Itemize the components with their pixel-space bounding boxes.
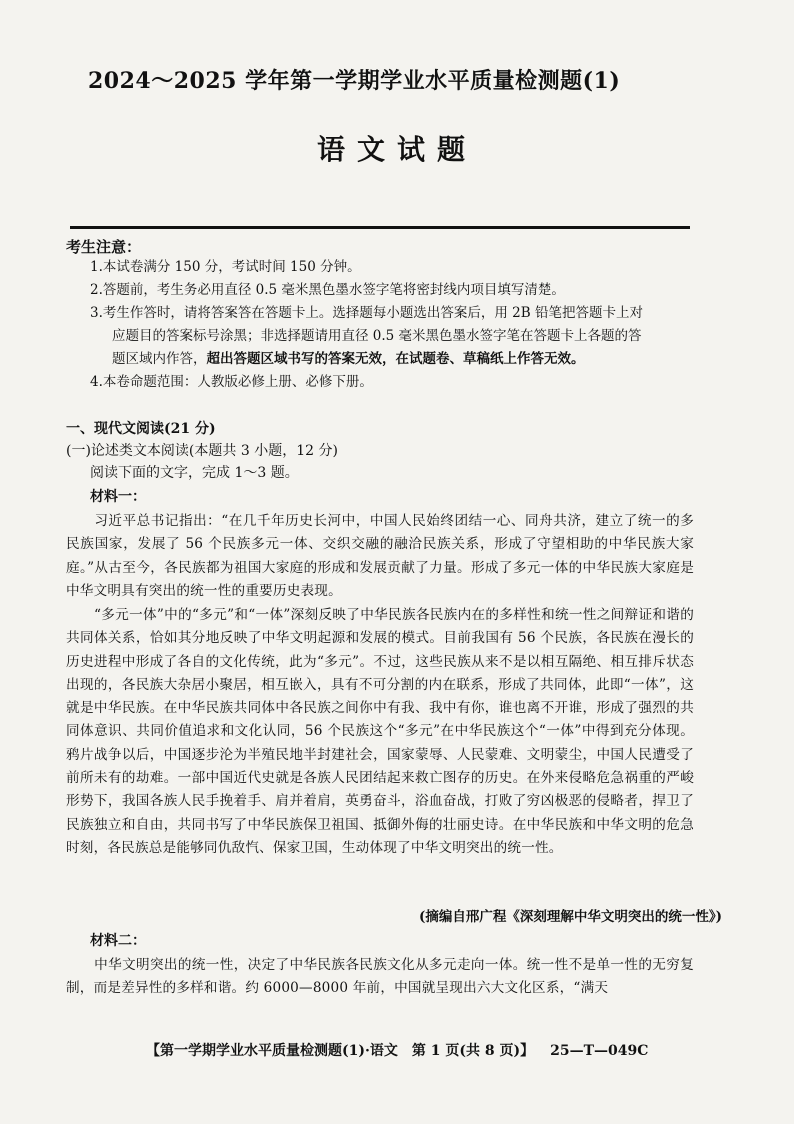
notice-item: 3.考生作答时，请将答案答在答题卡上。选择题每小题选出答案后，用 2B 铅笔把答题卡上对	[90, 305, 643, 321]
exam-title: 2024～2025 学年第一学期学业水平质量检测题(1)	[88, 68, 621, 94]
paragraph-text: “多元一体”中的“多元”和“一体”深刻反映了中华民族各民族内在的多样性和统一性之间辩证和谐的共同体关系，恰如其分地反映了中华文明起源和发展的模式。目前我国有 56 个民族，各民族在漫长的历史进程中形成了各自的文化传统，此为“多元”。不过，这些民族从来不是以相互隔绝、相互排斥状态出现的，各民族大杂居小聚居，相互嵌入，具有不可分割的内在联系，形成了共同体，此即“一体”，这就是中华民族。在中华民族共同体中各民族之间你中有我、我中有你，谁也离不开谁，形成了强烈的共同体意识、共同价值追求和文化认同，56 个民族这个“多元”在中华民族这个“一体”中得到充分体现。鸦片战争以后，中国逐步沦为半殖民地半封建社会，国家蒙辱、人民蒙难、文明蒙尘，中国人民遭受了前所未有的劫难。一部中国近代史就是各族人民团结起来救亡图存的历史。在外来侵略危急祸重的严峻形势下，我国各族人民手挽着手、肩并着肩，英勇奋斗，浴血奋战，打败了穷凶极恶的侵略者，捍卫了民族独立和自由，共同书写了中华民族保卫祖国、抵御外侮的壮丽史诗。在中华民族和中华文明的危急时刻，各民族总是能够同仇敌忾、保家卫国，生动体现了中华文明突出的统一性。	[66, 607, 694, 856]
notice-list	[90, 256, 702, 394]
material-two-label: 材料二：	[90, 933, 146, 949]
page-footer	[146, 1040, 648, 1060]
paragraph-text: 中华文明突出的统一性，决定了中华民族各民族文化从多元走向一体。统一性不是单一性的无穷复制，而是差异性的多样和谐。约 6000—8000 年前，中国就呈现出六大文化区系，“满天	[66, 957, 694, 997]
footer-text: 【第一学期学业水平质量检测题(1)·语文 第 1 页(共 8 页)】	[146, 1043, 535, 1059]
sub-heading: (一)论述类文本阅读(本题共 3 小题，12 分)	[66, 443, 338, 459]
paragraph-text: 习近平总书记指出：“在几千年历史长河中，中国人民始终团结一心、同舟共济，建立了统一的多民族国家，发展了 56 个民族多元一体、交织交融的融洽民族关系，形成了守望相助的中华民族大家庭。”从古至今，各民族都为祖国大家庭的形成和发展贡献了力量。形成了多元一体的中华民族大家庭是中华文明具有突出的统一性的重要历史表现。	[66, 513, 694, 599]
notice-item-continued: 应题目的答案标号涂黑；非选择题请用直径 0.5 毫米黑色墨水签字笔在答题卡上各题的答	[112, 328, 642, 344]
material-paragraph	[66, 954, 694, 1001]
source-citation: (摘编自邢广程《深刻理解中华文明突出的统一性》)	[418, 909, 722, 925]
notice-heading: 考生注意：	[66, 238, 142, 256]
notice-item: 2.答题前，考生务必用直径 0.5 毫米黑色墨水签字笔将密封线内项目填写清楚。	[90, 282, 565, 298]
material-paragraph	[66, 510, 694, 603]
notice-emphasis: 超出答题区域书写的答案无效，在试题卷、草稿纸上作答无效。	[206, 351, 585, 367]
subject-title: 语文试题	[316, 133, 477, 166]
header-divider	[70, 226, 690, 229]
notice-item-continued	[90, 348, 702, 371]
notice-item: 1.本试卷满分 150 分，考试时间 150 分钟。	[90, 259, 361, 275]
reading-instruction: 阅读下面的文字，完成 1～3 题。	[90, 465, 299, 481]
footer-code: 25—T—049C	[550, 1043, 649, 1059]
notice-item: 4.本卷命题范围：人教版必修上册、必修下册。	[90, 374, 373, 390]
material-one-label: 材料一：	[90, 489, 146, 505]
notice-item-text: 题区域内作答，	[112, 351, 207, 367]
section-heading: 一、现代文阅读(21 分)	[66, 421, 216, 437]
material-paragraph	[66, 604, 694, 860]
